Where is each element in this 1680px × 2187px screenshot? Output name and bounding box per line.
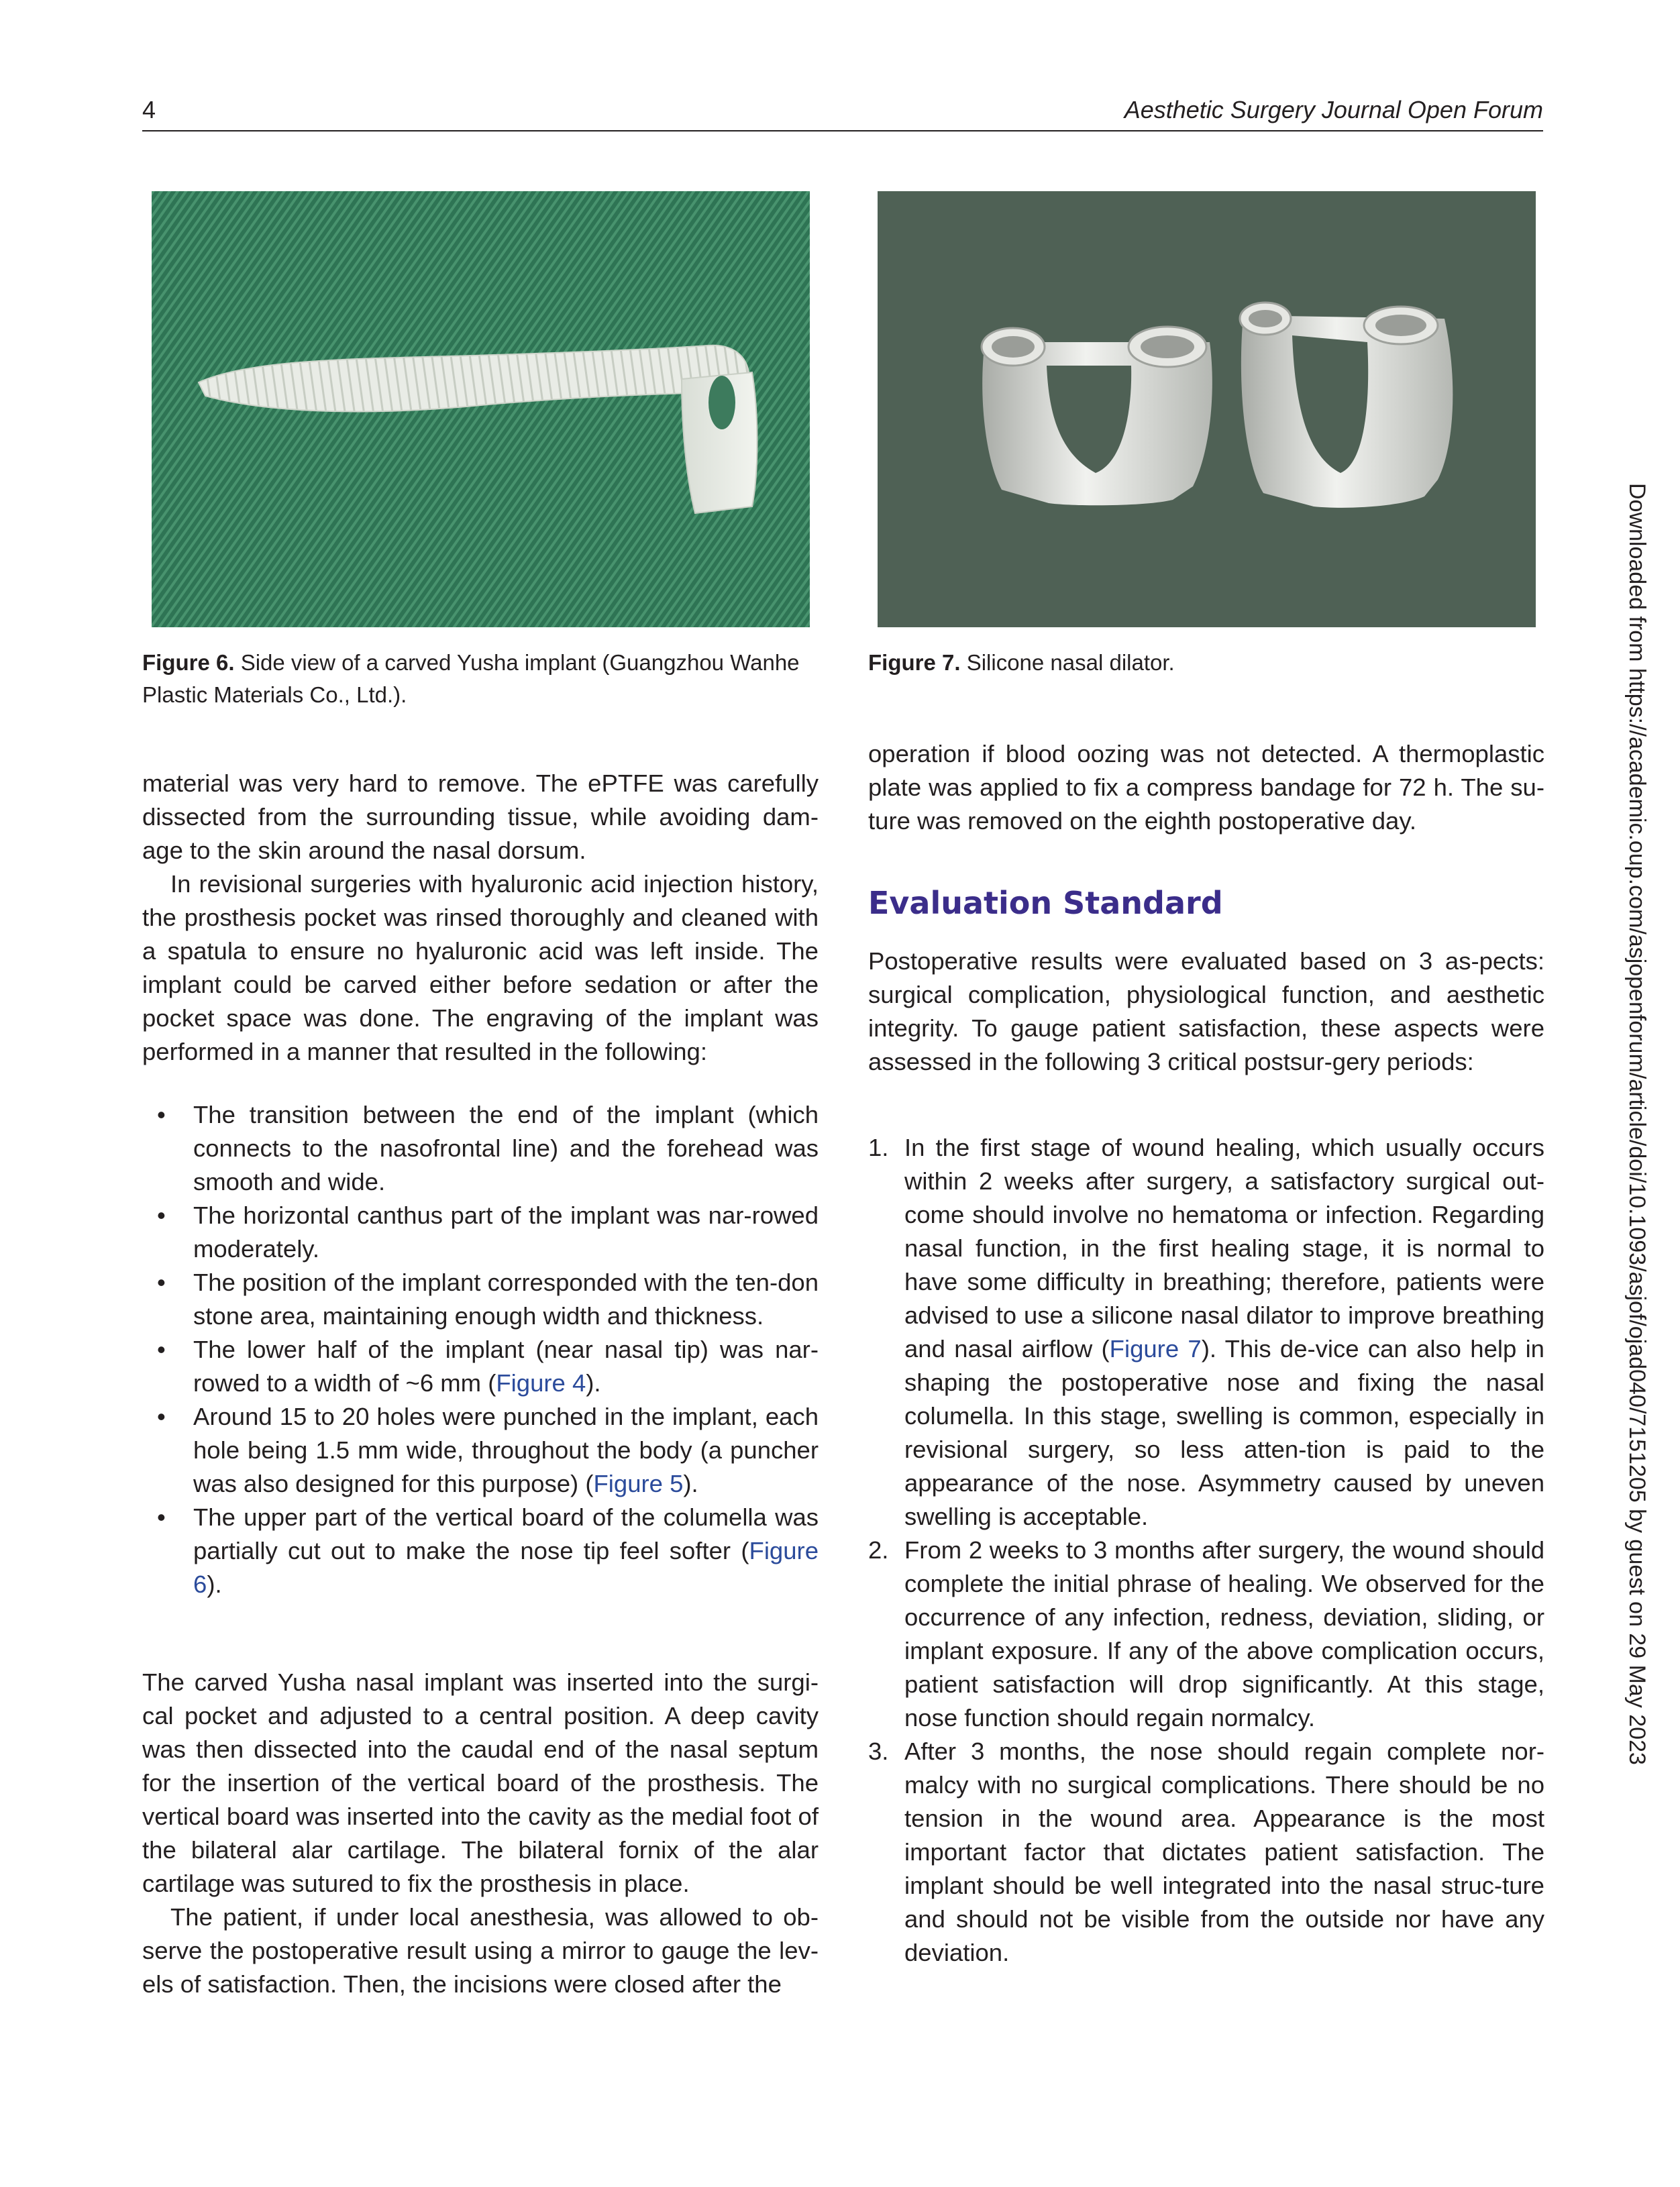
list-item: • The horizontal canthus part of the implant was nar-rowed moderately. — [142, 1199, 819, 1266]
left-column-bottom — [142, 1666, 819, 2001]
paragraph: The patient, if under local anesthesia, was allowed to ob-serve the postoperative result using a mirror to gauge the lev-els of satisfaction. Then, the incisions were closed after the — [142, 1903, 819, 1998]
list-item: 3. After 3 months, the nose should regain complete nor-malcy with no surgical complications. There should be no tension in the wound area. Appearance is the most important factor that dictates patient satisfaction. The implant should be well integrated into the nasal struc-ture and should not be visible from the outside nor have any deviation. — [868, 1735, 1544, 1970]
list-item: 1. In the first stage of wound healing, which usually occurs within 2 weeks after surgery, a satisfactory surgical out-come should involve no hematoma or infection. Regarding nasal function, in the first healing stage, it is normal to have some difficulty in breathing; therefore, patients were advised to use a silicone nasal dilator to improve breathing and nasal airflow (Figure 7). This de-vice can also help in shaping the postoperative nose and fixing the nasal columella. In this stage, swelling is common, especially in revisional surgery, so less atten-tion is paid to the appearance of the nose. Asymmetry caused by uneven swelling is acceptable. — [868, 1131, 1544, 1534]
download-watermark: Downloaded from https://academic.oup.com/asjopenforum/article/doi/10.1093/asjof/ojad040/7151205 by guest on 29 May 2023 — [1624, 483, 1650, 1765]
header-rule — [142, 130, 1543, 131]
figure-7-label: Figure 7. — [868, 650, 961, 675]
figure-6-photo — [152, 191, 810, 627]
list-item: • The upper part of the vertical board of the columella was partially cut out to make the nose tip feel softer (Figure 6). — [142, 1501, 819, 1601]
paragraph: The carved Yusha nasal implant was inserted into the surgi-cal pocket and adjusted to a central position. A deep cavity was then dissected into the caudal end of the nasal septum for the insertion of the vertical board of the prosthesis. The vertical board was inserted into the cavity as the medial foot of the bilateral alar cartilage. The bilateral fornix of the alar cartilage was sutured to fix the prosthesis in place. — [142, 1668, 819, 1897]
paragraph: operation if blood oozing was not detected. A thermoplastic plate was applied to fix a compress bandage for 72 h. The su-ture was removed on the eighth postoperative day. — [868, 740, 1544, 835]
page-number: 4 — [142, 96, 156, 123]
section-heading: Evaluation Standard — [868, 885, 1223, 921]
figure-7-caption — [868, 647, 1539, 679]
figure-6-caption-text: Side view of a carved Yusha implant (Guangzhou Wanhe Plastic Materials Co., Ltd.). — [142, 650, 800, 707]
list-number: 2. — [868, 1536, 889, 1564]
implant-carving-list — [142, 1098, 819, 1601]
list-item: • The transition between the end of the implant (which connects to the nasofrontal line) and the forehead was smooth and wide. — [142, 1098, 819, 1199]
paragraph: material was very hard to remove. The ePTFE was carefully dissected from the surrounding tissue, while avoiding dam-age to the skin around the nasal dorsum. — [142, 769, 819, 864]
figure-4-link[interactable]: Figure 4 — [496, 1369, 586, 1397]
list-number: 3. — [868, 1738, 889, 1765]
figure-6-caption — [142, 647, 813, 711]
list-number: 1. — [868, 1134, 889, 1161]
figure-6-label: Figure 6. — [142, 650, 235, 675]
list-item: 2. From 2 weeks to 3 months after surgery, the wound should complete the initial phrase of healing. We observed for the occurrence of any infection, redness, deviation, sliding, or implant exposure. If any of the above complication occurs, patient satisfaction will drop significantly. At this stage, nose function should regain normalcy. — [868, 1534, 1544, 1735]
figure-6-link[interactable]: Figure 6 — [193, 1537, 819, 1598]
right-column-top — [868, 737, 1544, 838]
list-item: • The position of the implant corresponded with the ten-don stone area, maintaining enough width and thickness. — [142, 1266, 819, 1333]
left-column-top — [142, 767, 819, 1069]
figure-7-link[interactable]: Figure 7 — [1109, 1335, 1202, 1363]
evaluation-intro — [868, 945, 1544, 1079]
list-item: • Around 15 to 20 holes were punched in the implant, each hole being 1.5 mm wide, throughout the body (a puncher was also designed for this purpose) (Figure 5). — [142, 1400, 819, 1501]
figure-7-photo — [878, 191, 1536, 627]
nasal-dilator-illustration — [878, 191, 1536, 627]
evaluation-periods-list — [868, 1131, 1544, 1970]
carved-implant-illustration — [152, 191, 810, 627]
paragraph: In revisional surgeries with hyaluronic acid injection history, the prosthesis pocket was rinsed thoroughly and cleaned with a spatula to ensure no hyaluronic acid was left inside. The implant could be carved either before sedation or after the pocket space was done. The engraving of the implant was performed in a manner that resulted in the following: — [142, 870, 819, 1065]
journal-title: Aesthetic Surgery Journal Open Forum — [1124, 96, 1543, 123]
figure-7-caption-text: Silicone nasal dilator. — [966, 650, 1175, 675]
list-item: • The lower half of the implant (near nasal tip) was nar-rowed to a width of ~6 mm (Figure 4). — [142, 1333, 819, 1400]
paragraph: Postoperative results were evaluated based on 3 as-pects: surgical complication, physiological function, and aesthetic integrity. To gauge patient satisfaction, these aspects were assessed in the following 3 critical postsur-gery periods: — [868, 947, 1544, 1075]
figure-5-link[interactable]: Figure 5 — [593, 1470, 684, 1497]
